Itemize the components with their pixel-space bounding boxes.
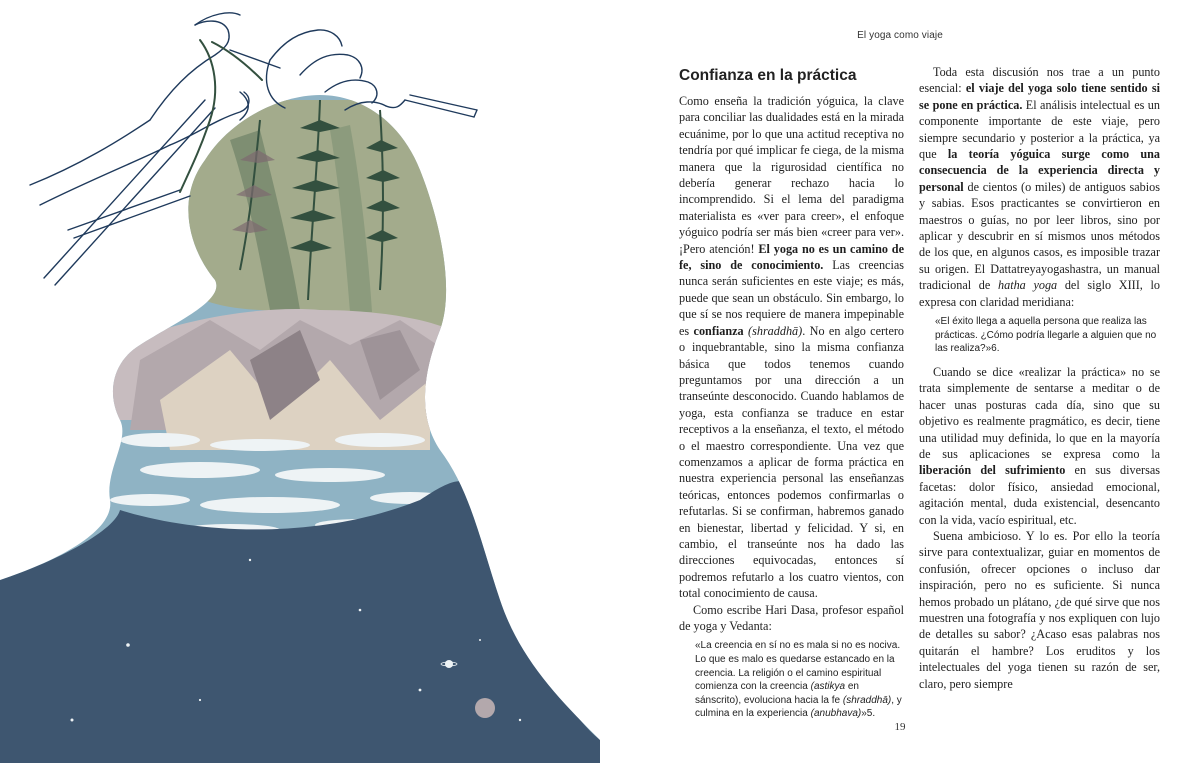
text-run: Cuando se dice «realizar la práctica» no se trata simplemente de sentarse a meditar o de hacer unas posturas cada día, sino que su objetivo es realmente pragmático, es decir, tiene una utilidad muy definida, lo que en la mayoría de sus aplicaciones se expresa como la: [919, 364, 1160, 461]
knitting-landscape-illustration: [0, 0, 600, 763]
text-run: »5.: [861, 708, 876, 720]
bold-text: el viaje del yoga solo tiene sentido si se pone en práctica.: [919, 81, 1160, 112]
right-paragraph-3: Suena ambicioso. Y lo es. Por ello la teoría sirve para contextualizar, guiar en momentos de confusión, ofrecer opciones o incluso dar inspiración, pero no es suficiente. Si nunca hemos probado un plátano, ¿de qué sirve que nos muestren una fotografía y nos expliquen con lujo de detalles su sabor? ¿Acaso esas palabras nos quitarán el hambre? Los eruditos y los intelectuales del yoga tienen su razón de ser, claro, pero siempre: [919, 528, 1160, 691]
planet: [475, 698, 495, 718]
text-run: , y culmina en la experiencia: [695, 694, 902, 720]
text-run: El análisis intelectual es un componente importante de este viaje, pero siempre secundario y posterior a la práctica, ya que: [919, 97, 1160, 162]
right-column: [919, 64, 1160, 692]
running-head: El yoga como viaje: [857, 30, 943, 41]
left-column: [679, 64, 904, 729]
bold-text: liberación del sufrimiento: [919, 463, 1066, 478]
section-heading: Confianza en la práctica: [679, 67, 857, 84]
bold-text: confianza: [693, 323, 744, 338]
left-paragraph-1: [679, 93, 904, 602]
bold-text: El yoga no es un camino de fe, sino de conocimiento.: [679, 241, 904, 273]
text-run: Las creencias nunca serán suficientes en este viaje; es más, puede que sean un obstáculo. Sin embargo, lo que sí se nos requiere de manera impepinable es: [679, 258, 904, 338]
italic-text: (anubhava): [810, 708, 862, 720]
hari-dasa-quote: [695, 639, 904, 721]
page-number: 19: [894, 721, 906, 733]
illustration-page: [0, 0, 600, 763]
text-run: en sánscrito), evoluciona hacia la fe: [695, 681, 859, 706]
right-paragraph-2: [919, 364, 1160, 528]
bold-text: la teoría yóguica surge como una consecuencia de la experiencia directa y personal: [919, 147, 1160, 194]
italic-text: hatha yoga: [998, 278, 1058, 293]
text-run: Toda esta discusión nos trae a un punto esencial:: [919, 65, 1160, 96]
text-run: . No en algo certero o inquebrantable, sino la misma confianza básica que todos tenemos cuando preguntamos por una dirección a un transeúnte desconocido. Cuando hablamos de yoga, esta confianza se traduce en estar receptivos a la enseñanza, el texto, el método o el maestro correspondiente. Una vez que comenzamos a aplicar de forma práctica en nuestra experiencia personal las enseñanzas teóricas, entonces podemos confirmarlas o refutarlas. Si se confirman, habremos ganado en bienestar, libertad y felicidad. Y si, en cambio, el transeúnte nos ha dado las direcciones equivocadas, entonces sí podremos refutarlo a los cuatro vientos, con total conocimiento de causa.: [679, 323, 905, 601]
italic-text: (astikya: [810, 681, 846, 693]
italic-text: (shraddhā): [748, 323, 803, 338]
left-paragraph-2: Como escribe Hari Dasa, profesor español de yoga y Vedanta:: [679, 602, 904, 633]
text-run: de cientos (o miles) de antiguos sabios y sabias. Esos practicantes se convirtieron en maestros o guías, no por leer libros, sino por aplicar y descubrir en sí mismos unos métodos de los que, en algunos casos, es imposible trazar su origen. El Dattatreyayogashastra, un manual tradicional de: [919, 179, 1160, 293]
dattatreya-quote: «El éxito llega a aquella persona que realiza las prácticas. ¿Cómo podría llegarle a alguien que no las realiza?»6.: [935, 316, 1157, 355]
right-paragraph-1: [919, 64, 1160, 310]
text-run: «La creencia en sí no es mala si no es nociva. Lo que es malo es quedarse estancado en la creencia. La religión o el camino espiritual comienza con la creencia: [695, 640, 901, 693]
text-page: [600, 0, 1200, 763]
text-run: Como enseña la tradición yóguica, la clave para conciliar las dualidades está en la mirada ecuánime, por lo que una actitud receptiva no tendría por qué implicar fe ciega, de la misma manera que la rigurosidad científica no debería generar rechazo hacia lo incomprendido. Si el lema del paradigma materialista es «ver para creer», el enfoque yóguico podría ser más bien «creer para ver». ¡Pero atención!: [679, 94, 904, 256]
italic-text: (shraddhā): [842, 694, 892, 706]
text-run: del siglo XIII, lo expresa con claridad meridiana:: [919, 278, 1160, 309]
text-run: en sus diversas facetas: dolor físico, ansiedad emocional, agitación mental, duda existencial, desencanto con la vida, vacío espiritual, etc.: [919, 463, 1160, 527]
ringed-planet: [445, 660, 453, 668]
